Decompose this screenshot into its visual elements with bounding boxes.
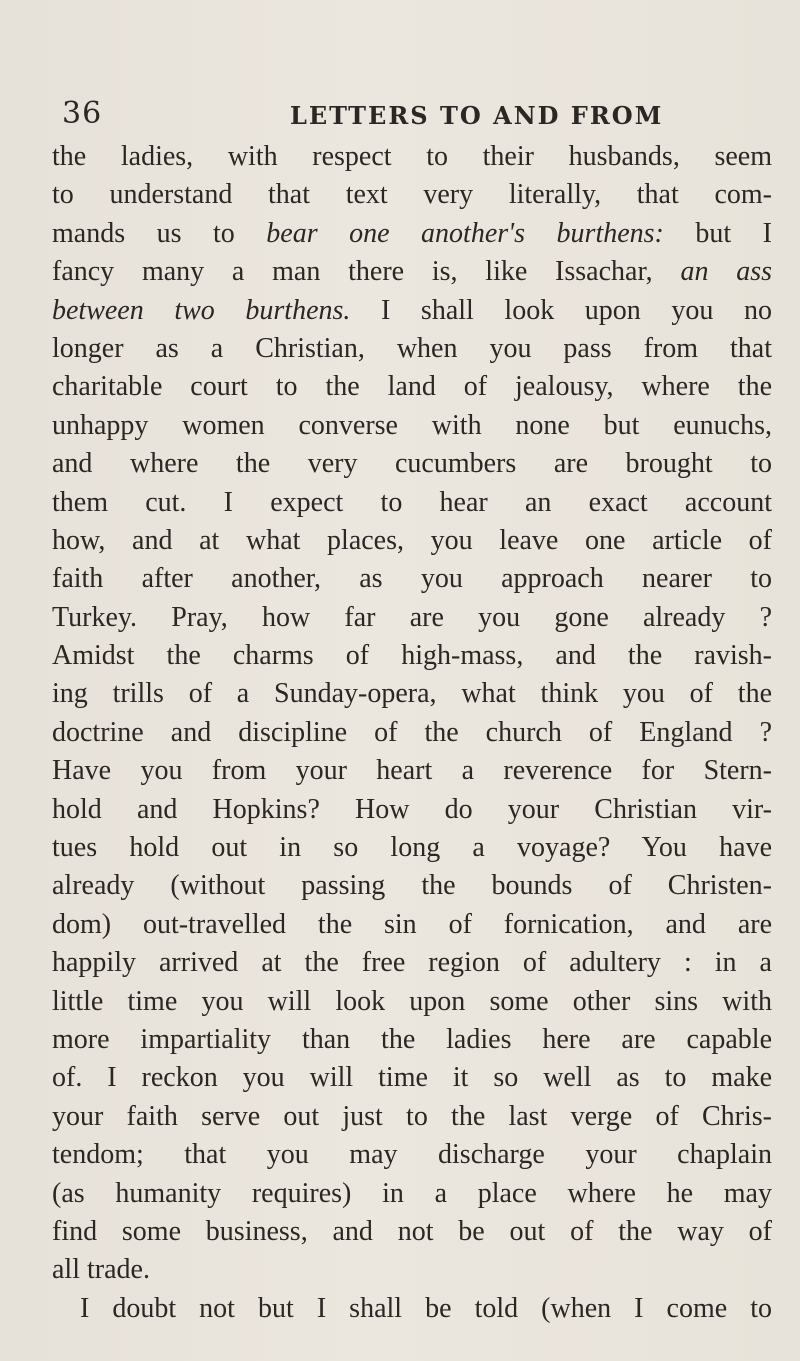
text-line [52,752,772,790]
text-line [52,944,772,982]
italic-text: bear one another's burthens: [266,217,664,249]
text-segment: dom) out-travelled the sin of fornication, and are [52,908,772,940]
text-segment: find some business, and not be out of the way of [52,1215,772,1247]
text-segment: and where the very cucumbers are brought to [52,448,772,480]
body-text [52,138,772,1328]
text-line [52,1175,772,1213]
text-line [52,675,772,713]
text-segment: Turkey. Pray, how far are you gone already ? [52,601,772,633]
text-segment: tendom; that you may discharge your chaplain [52,1139,772,1171]
text-segment: little time you will look upon some other sins with [52,985,772,1017]
text-segment: all trade. [52,1254,150,1286]
running-title: LETTERS TO AND FROM [290,101,664,130]
text-line [52,791,772,829]
text-line [52,1098,772,1136]
text-line [52,522,772,560]
text-segment: to understand that text very literally, that com- [52,179,772,211]
text-line [52,1251,772,1289]
text-segment: ing trills of a Sunday-opera, what think you of the [52,678,772,710]
text-line [52,330,772,368]
text-segment: of. I reckon you will time it so well as to make [52,1062,772,1094]
text-segment: longer as a Christian, when you pass from that [52,332,772,364]
text-line [52,1290,772,1328]
text-segment: them cut. I expect to hear an exact account [52,486,772,518]
text-segment: your faith serve out just to the last verge of Chris- [52,1100,772,1132]
text-line [52,292,772,330]
text-segment: I doubt not but I shall be told (when I come to [80,1292,772,1324]
text-segment: mands us to [52,217,267,249]
text-line [52,253,772,291]
text-segment: charitable court to the land of jealousy, where the [52,371,772,403]
text-line [52,560,772,598]
text-segment: already (without passing the bounds of Christen- [52,870,772,902]
text-segment: hold and Hopkins? How do your Christian vir- [52,793,772,825]
page-number: 36 [62,96,103,131]
text-segment: happily arrived at the free region of adultery : in a [52,947,772,979]
text-line [52,1136,772,1174]
text-line [52,407,772,445]
text-line [52,829,772,867]
italic-text: an ass [680,256,772,288]
text-segment: unhappy women converse with none but eunuchs, [52,409,772,441]
text-segment: tues hold out in so long a voyage? You have [52,832,772,864]
text-segment: Have you from your heart a reverence for Stern- [52,755,772,787]
text-segment: more impartiality than the ladies here are capable [52,1023,772,1055]
text-segment: I shall look upon you no [350,294,772,326]
text-segment: how, and at what places, you leave one article of [52,524,772,556]
text-segment: fancy many a man there is, like Issachar, [52,256,681,288]
text-segment: Amidst the charms of high-mass, and the ravish- [52,640,772,672]
text-line [52,1213,772,1251]
text-line [52,906,772,944]
text-line [52,599,772,637]
text-line [52,983,772,1021]
text-segment: doctrine and discipline of the church of England ? [52,716,772,748]
text-line [52,867,772,905]
text-segment: (as humanity requires) in a place where he may [52,1177,772,1209]
text-segment: the ladies, with respect to their husbands, seem [52,141,772,172]
text-line [52,484,772,522]
text-line [52,1021,772,1059]
text-segment: faith after another, as you approach nearer to [52,563,772,595]
text-line [52,445,772,483]
text-line [52,176,772,214]
text-line [52,1059,772,1097]
text-line [52,138,772,176]
italic-text: between two burthens. [52,294,351,326]
text-line [52,368,772,406]
text-segment: but I [663,217,772,249]
text-line [52,215,772,253]
running-head [0,96,800,136]
text-line [52,637,772,675]
text-line [52,714,772,752]
